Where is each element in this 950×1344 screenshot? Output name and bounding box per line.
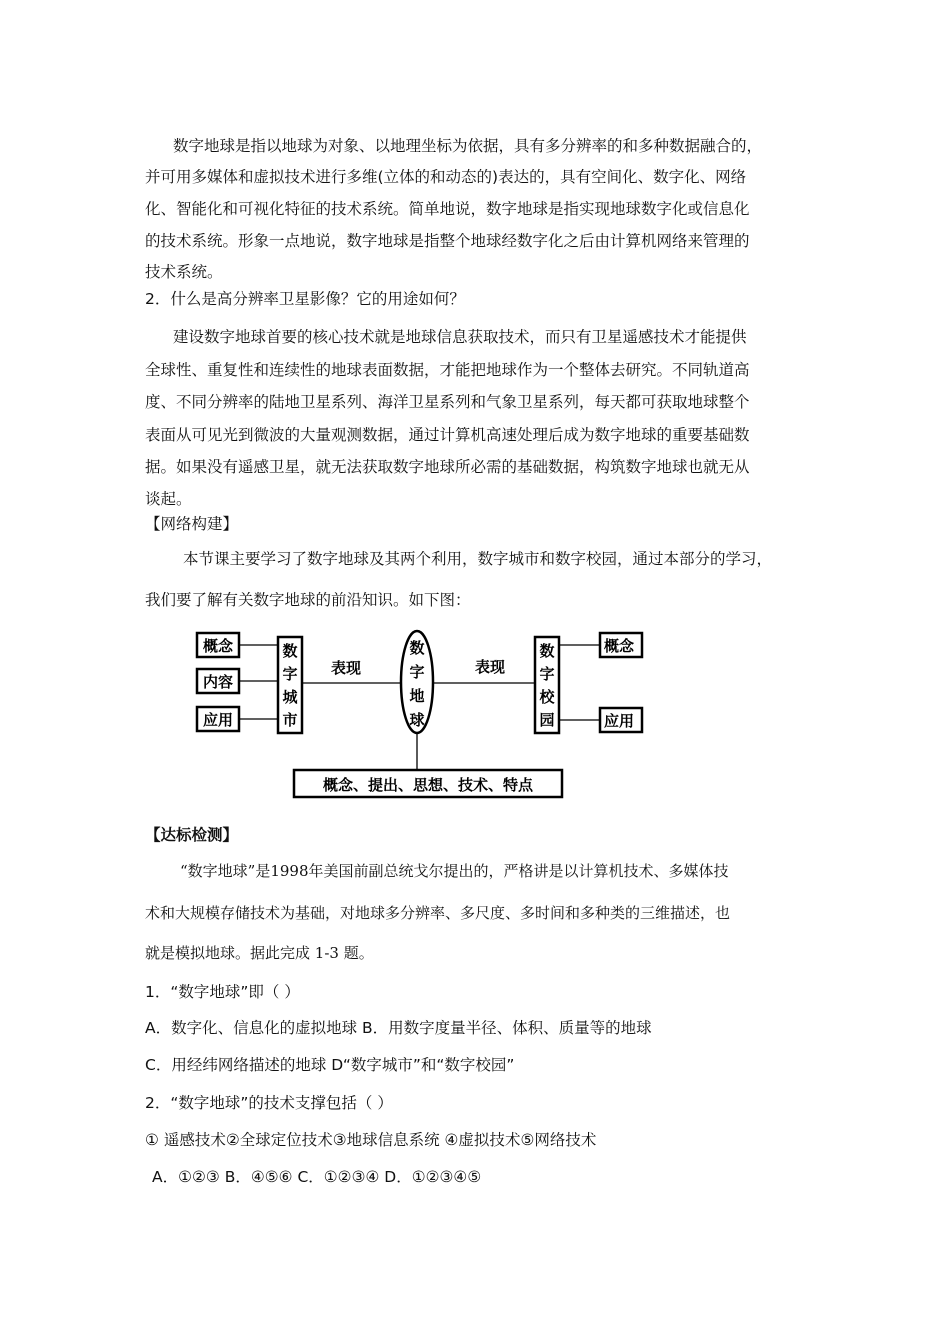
q2-answer-line-1: 建设数字地球首要的核心技术就是地球信息获取技术，而只有卫星遥感技术才能提供	[173, 328, 747, 346]
test-passage-line-1: “数字地球”是1998年美国前副总统戈尔提出的，严格讲是以计算机技术、多媒体技	[180, 862, 729, 880]
network-heading: 【网络构建】	[145, 515, 239, 533]
test-q2: 2．“数字地球”的技术支撑包括（ ）	[145, 1094, 393, 1112]
network-line-2: 我们要了解有关数字地球的前沿知识。如下图：	[145, 591, 471, 609]
q2-answer-line-6: 谈起。	[145, 490, 192, 508]
intro-line-5: 技术系统。	[145, 263, 223, 281]
left-box-application-label: 应用	[202, 711, 234, 729]
q2-answer-line-2: 全球性、重复性和连续性的地球表面数据，才能把地球作为一个整体去研究。不同轨道高	[145, 361, 750, 379]
test-q1-options-ab: A．数字化、信息化的虚拟地球 B．用数字度量半径、体积、质量等的地球	[145, 1019, 652, 1037]
diagram-right-boxes	[580, 620, 650, 750]
right-box-application-label: 应用	[603, 712, 635, 730]
network-line-1: 本节课主要学习了数字地球及其两个利用，数字城市和数字校园，通过本部分的学习，	[183, 550, 773, 568]
intro-line-2: 并可用多媒体和虚拟技术进行多维(立体的和动态的)表达的，具有空间化、数字化、网络	[145, 168, 747, 186]
intro-line-4: 的技术系统。形象一点地说，数字地球是指整个地球经数字化之后由计算机网络来管理的	[145, 232, 750, 250]
link-left-label: 表现	[330, 659, 362, 677]
digital-earth-diagram	[180, 620, 635, 802]
q2-answer-line-3: 度、不同分辨率的陆地卫星系列、海洋卫星系列和气象卫星系列，每天都可获取地球整个	[145, 393, 750, 411]
q2-question: 2．什么是高分辨率卫星影像？它的用途如何？	[145, 290, 465, 308]
test-q1-options-cd: C．用经纬网络描述的地球 D“数字城市”和“数字校园”	[145, 1056, 515, 1074]
right-box-application	[600, 708, 642, 732]
city-char-4: 市	[282, 711, 298, 729]
test-q2-options: A．①②③ B．④⑤⑥ C．①②③④ D．①②③④⑤	[152, 1168, 482, 1186]
campus-char-2: 字	[539, 665, 555, 683]
test-passage-line-2: 术和大规模存储技术为基础，对地球多分辨率、多尺度、多时间和多种类的三维描述，也	[145, 904, 731, 922]
left-box-content-label: 内容	[202, 673, 234, 691]
earth-char-4: 球	[409, 711, 425, 729]
intro-line-1: 数字地球是指以地球为对象、以地理坐标为依据，具有多分辨率的和多种数据融合的，	[173, 137, 763, 155]
link-right-label: 表现	[474, 658, 506, 676]
intro-line-3: 化、智能化和可视化特征的技术系统。简单地说，数字地球是指实现地球数字化或信息化	[145, 200, 750, 218]
right-box-concept-label: 概念	[603, 637, 635, 655]
campus-char-3: 校	[539, 688, 555, 706]
test-q2-items: ① 遥感技术②全球定位技术③地球信息系统 ④虚拟技术⑤网络技术	[145, 1131, 597, 1149]
campus-char-4: 园	[539, 711, 555, 729]
earth-char-2: 字	[409, 663, 425, 681]
test-passage-line-3: 就是模拟地球。据此完成 1-3 题。	[145, 944, 374, 962]
bottom-box-label: 概念、提出、思想、技术、特点	[322, 776, 534, 794]
right-box-concept	[600, 633, 642, 657]
left-box-concept-label: 概念	[202, 637, 234, 655]
city-char-1: 数	[282, 642, 298, 660]
test-q1: 1．“数字地球”即（ ）	[145, 983, 300, 1001]
campus-char-1: 数	[539, 642, 555, 660]
earth-char-3: 地	[409, 687, 425, 705]
test-heading: 【达标检测】	[145, 826, 239, 844]
city-char-3: 城	[282, 688, 298, 706]
q2-answer-line-4: 表面从可见光到微波的大量观测数据，通过计算机高速处理后成为数字地球的重要基础数	[145, 426, 750, 444]
city-char-2: 字	[282, 665, 298, 683]
q2-answer-line-5: 据。如果没有遥感卫星，就无法获取数字地球所必需的基础数据，构筑数字地球也就无从	[145, 458, 750, 476]
earth-char-1: 数	[409, 639, 425, 657]
